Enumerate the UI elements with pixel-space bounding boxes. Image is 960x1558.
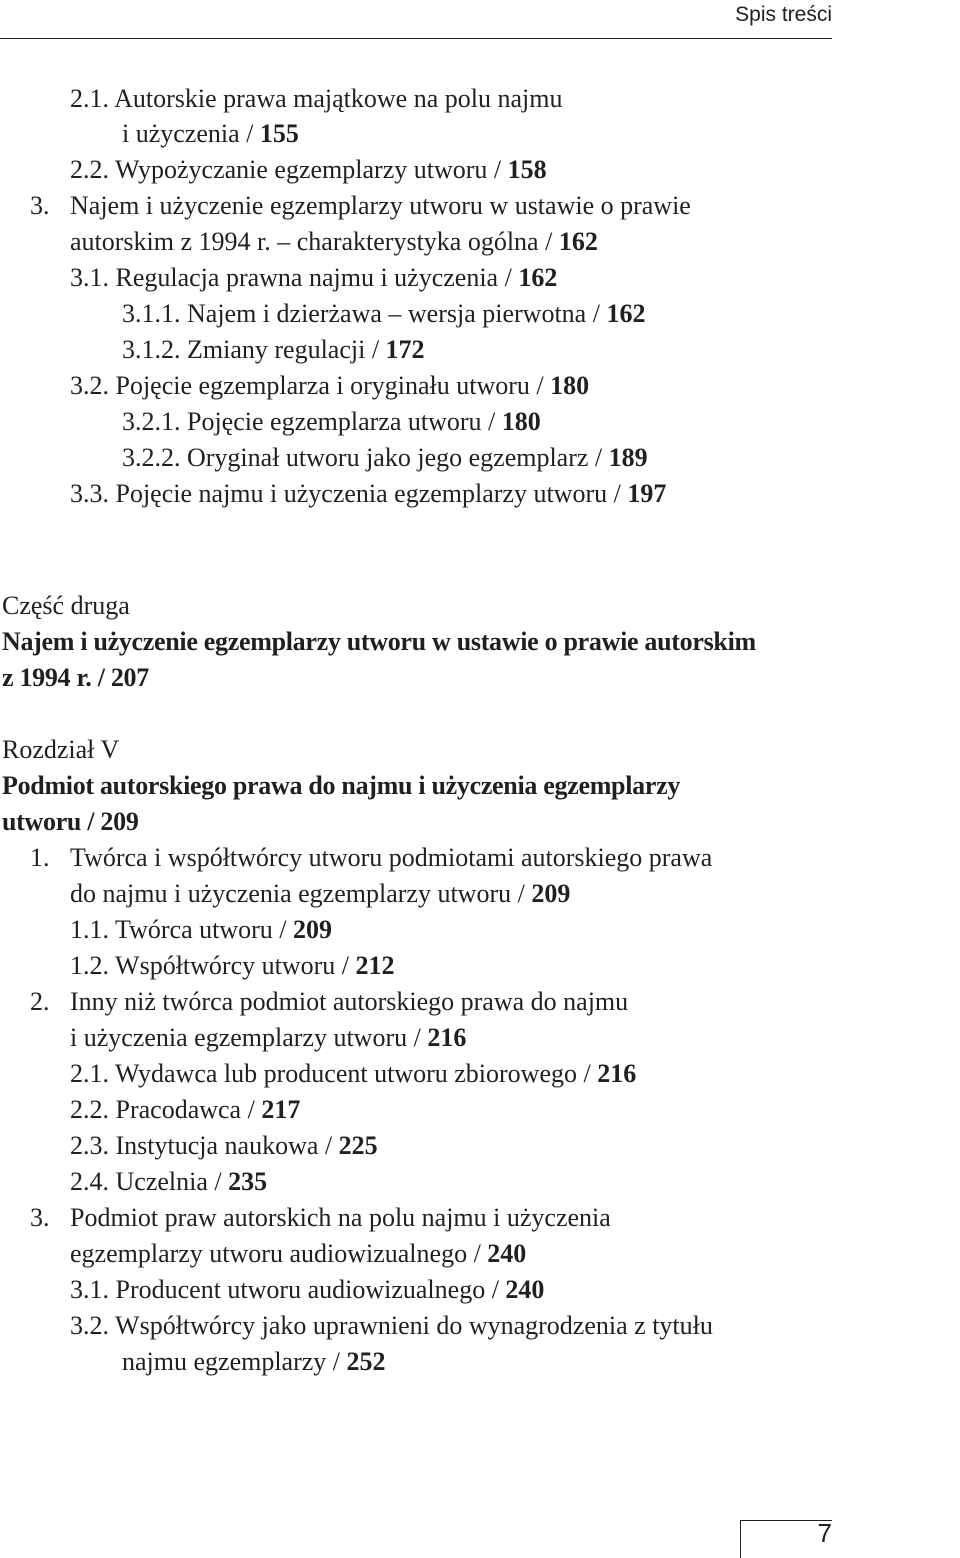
entry-title: Instytucja naukowa / — [115, 1131, 339, 1160]
toc-entry-c1 — [30, 841, 712, 875]
entry-title: i użyczenia / — [122, 119, 260, 148]
entry-number: 3.2. — [70, 371, 109, 400]
part-title: Najem i użyczenie egzemplarzy utworu w ustawie o prawie autorskim — [2, 627, 756, 656]
toc-entry-c3-2-cont — [122, 1345, 386, 1379]
entry-page: 240 — [505, 1275, 545, 1304]
header-rule — [0, 38, 832, 39]
toc-entry-3-1 — [70, 261, 557, 295]
entry-title: Producent utworu audiowizualnego / — [115, 1275, 506, 1304]
toc-entry-c2-cont — [70, 1021, 466, 1055]
entry-page: 162 — [558, 227, 598, 256]
entry-number: 3. — [30, 191, 50, 220]
entry-page: 180 — [550, 371, 590, 400]
entry-number: 3.2.2. — [122, 443, 181, 472]
toc-entry-2-2 — [70, 153, 547, 187]
entry-number: 3.3. — [70, 479, 109, 508]
entry-title: Współtwórcy utworu / — [115, 951, 356, 980]
entry-title: Pojęcie najmu i użyczenia egzemplarzy utworu / — [115, 479, 628, 508]
entry-number: 2.1. — [70, 84, 109, 113]
entry-page: 209 — [531, 879, 571, 908]
page-footer — [740, 1520, 832, 1558]
entry-number: 3. — [30, 1203, 50, 1232]
entry-title: i użyczenia egzemplarzy utworu / — [70, 1023, 428, 1052]
chapter-title: Podmiot autorskiego prawa do najmu i użyczenia egzemplarzy — [2, 771, 681, 800]
footer-rule-vertical — [740, 1520, 741, 1558]
entry-title: Inny niż twórca podmiot autorskiego prawa do najmu — [70, 987, 629, 1016]
entry-page: 216 — [427, 1023, 467, 1052]
toc-entry-3-1-2 — [122, 333, 425, 367]
entry-title: Twórca utworu / — [115, 915, 293, 944]
entry-page: 252 — [346, 1347, 386, 1376]
entry-page: 162 — [606, 299, 646, 328]
toc-entry-3 — [30, 189, 691, 223]
toc-entry-c2-2 — [70, 1093, 300, 1127]
entry-page: 225 — [338, 1131, 378, 1160]
toc-entry-c1-1 — [70, 913, 332, 947]
toc-entry-2-1 — [70, 82, 562, 116]
running-head — [0, 0, 832, 40]
toc-entry-3-cont — [70, 225, 598, 259]
entry-page: 209 — [293, 915, 332, 944]
entry-number: 3.1.2. — [122, 335, 181, 364]
entry-title: Oryginał utworu jako jego egzemplarz / — [187, 443, 609, 472]
entry-number: 2.4. — [70, 1167, 109, 1196]
part-caption: Część druga — [2, 591, 130, 620]
toc-entry-c3-cont — [70, 1237, 526, 1271]
entry-number: 3.2. — [70, 1311, 109, 1340]
toc-entry-c2 — [30, 985, 628, 1019]
chapter-title-cont: utworu / 209 — [2, 807, 139, 836]
entry-title: Pojęcie egzemplarza i oryginału utworu / — [115, 371, 551, 400]
entry-page: 189 — [608, 443, 648, 472]
entry-title: autorskim z 1994 r. – charakterystyka ogólna / — [70, 227, 559, 256]
entry-number: 3.1. — [70, 263, 109, 292]
entry-number: 2.2. — [70, 155, 109, 184]
toc-entry-c2-3 — [70, 1129, 378, 1163]
entry-number: 1. — [30, 843, 50, 872]
chapter-caption: Rozdział V — [2, 735, 120, 764]
entry-title: Pracodawca / — [115, 1095, 262, 1124]
toc-entry-c3-1 — [70, 1273, 544, 1307]
entry-title: Najem i dzierżawa – wersja pierwotna / — [187, 299, 607, 328]
entry-number: 3.2.1. — [122, 407, 181, 436]
entry-title: najmu egzemplarzy / — [122, 1347, 347, 1376]
entry-title: Współtwórcy jako uprawnieni do wynagrodzenia z tytułu — [115, 1311, 713, 1340]
entry-page: 158 — [507, 155, 547, 184]
toc-entry-c1-cont — [70, 877, 570, 911]
toc-entry-2-1-cont — [122, 117, 299, 151]
entry-number: 1.1. — [70, 915, 109, 944]
entry-title: Podmiot praw autorskich na polu najmu i użyczenia — [70, 1203, 611, 1232]
entry-title: egzemplarzy utworu audiowizualnego / — [70, 1239, 488, 1268]
toc-entry-3-2-1 — [122, 405, 541, 439]
entry-title: do najmu i użyczenia egzemplarzy utworu / — [70, 879, 532, 908]
entry-page: 172 — [385, 335, 425, 364]
entry-title: Uczelnia / — [115, 1167, 229, 1196]
entry-title: Zmiany regulacji / — [187, 335, 386, 364]
part-title-cont: z 1994 r. / 207 — [2, 663, 149, 692]
toc-entry-3-2 — [70, 369, 589, 403]
entry-number: 2. — [30, 987, 50, 1016]
entry-page: 240 — [487, 1239, 527, 1268]
entry-page: 235 — [228, 1167, 268, 1196]
entry-number: 2.3. — [70, 1131, 109, 1160]
entry-number: 3.1. — [70, 1275, 109, 1304]
entry-title: Twórca i współtwórcy utworu podmiotami autorskiego prawa — [70, 843, 713, 872]
toc-entry-3-1-1 — [122, 297, 645, 331]
toc-entry-c1-2 — [70, 949, 395, 983]
entry-page: 162 — [518, 263, 558, 292]
toc-entry-c2-4 — [70, 1165, 267, 1199]
entry-page: 212 — [355, 951, 395, 980]
toc-entry-c3-2 — [70, 1309, 713, 1343]
entry-page: 217 — [261, 1095, 301, 1124]
entry-page: 216 — [597, 1059, 637, 1088]
entry-title: Regulacja prawna najmu i użyczenia / — [115, 263, 519, 292]
entry-title: Wypożyczanie egzemplarzy utworu / — [115, 155, 508, 184]
toc-entry-c2-1 — [70, 1057, 636, 1091]
entry-number: 2.2. — [70, 1095, 109, 1124]
entry-title: Najem i użyczenie egzemplarzy utworu w ustawie o prawie — [70, 191, 691, 220]
entry-page: 180 — [501, 407, 541, 436]
running-title: Spis treści — [735, 3, 832, 26]
toc-entry-3-3 — [70, 477, 666, 511]
toc-entry-3-2-2 — [122, 441, 648, 475]
entry-title: Autorskie prawa majątkowe na polu najmu — [114, 84, 563, 113]
entry-page: 197 — [627, 479, 667, 508]
page-number: 7 — [817, 1518, 832, 1548]
toc-entry-c3 — [30, 1201, 611, 1235]
entry-number: 3.1.1. — [122, 299, 181, 328]
entry-number: 1.2. — [70, 951, 109, 980]
entry-page: 155 — [259, 119, 299, 148]
entry-number: 2.1. — [70, 1059, 109, 1088]
entry-title: Wydawca lub producent utworu zbiorowego / — [115, 1059, 598, 1088]
entry-title: Pojęcie egzemplarza utworu / — [187, 407, 502, 436]
